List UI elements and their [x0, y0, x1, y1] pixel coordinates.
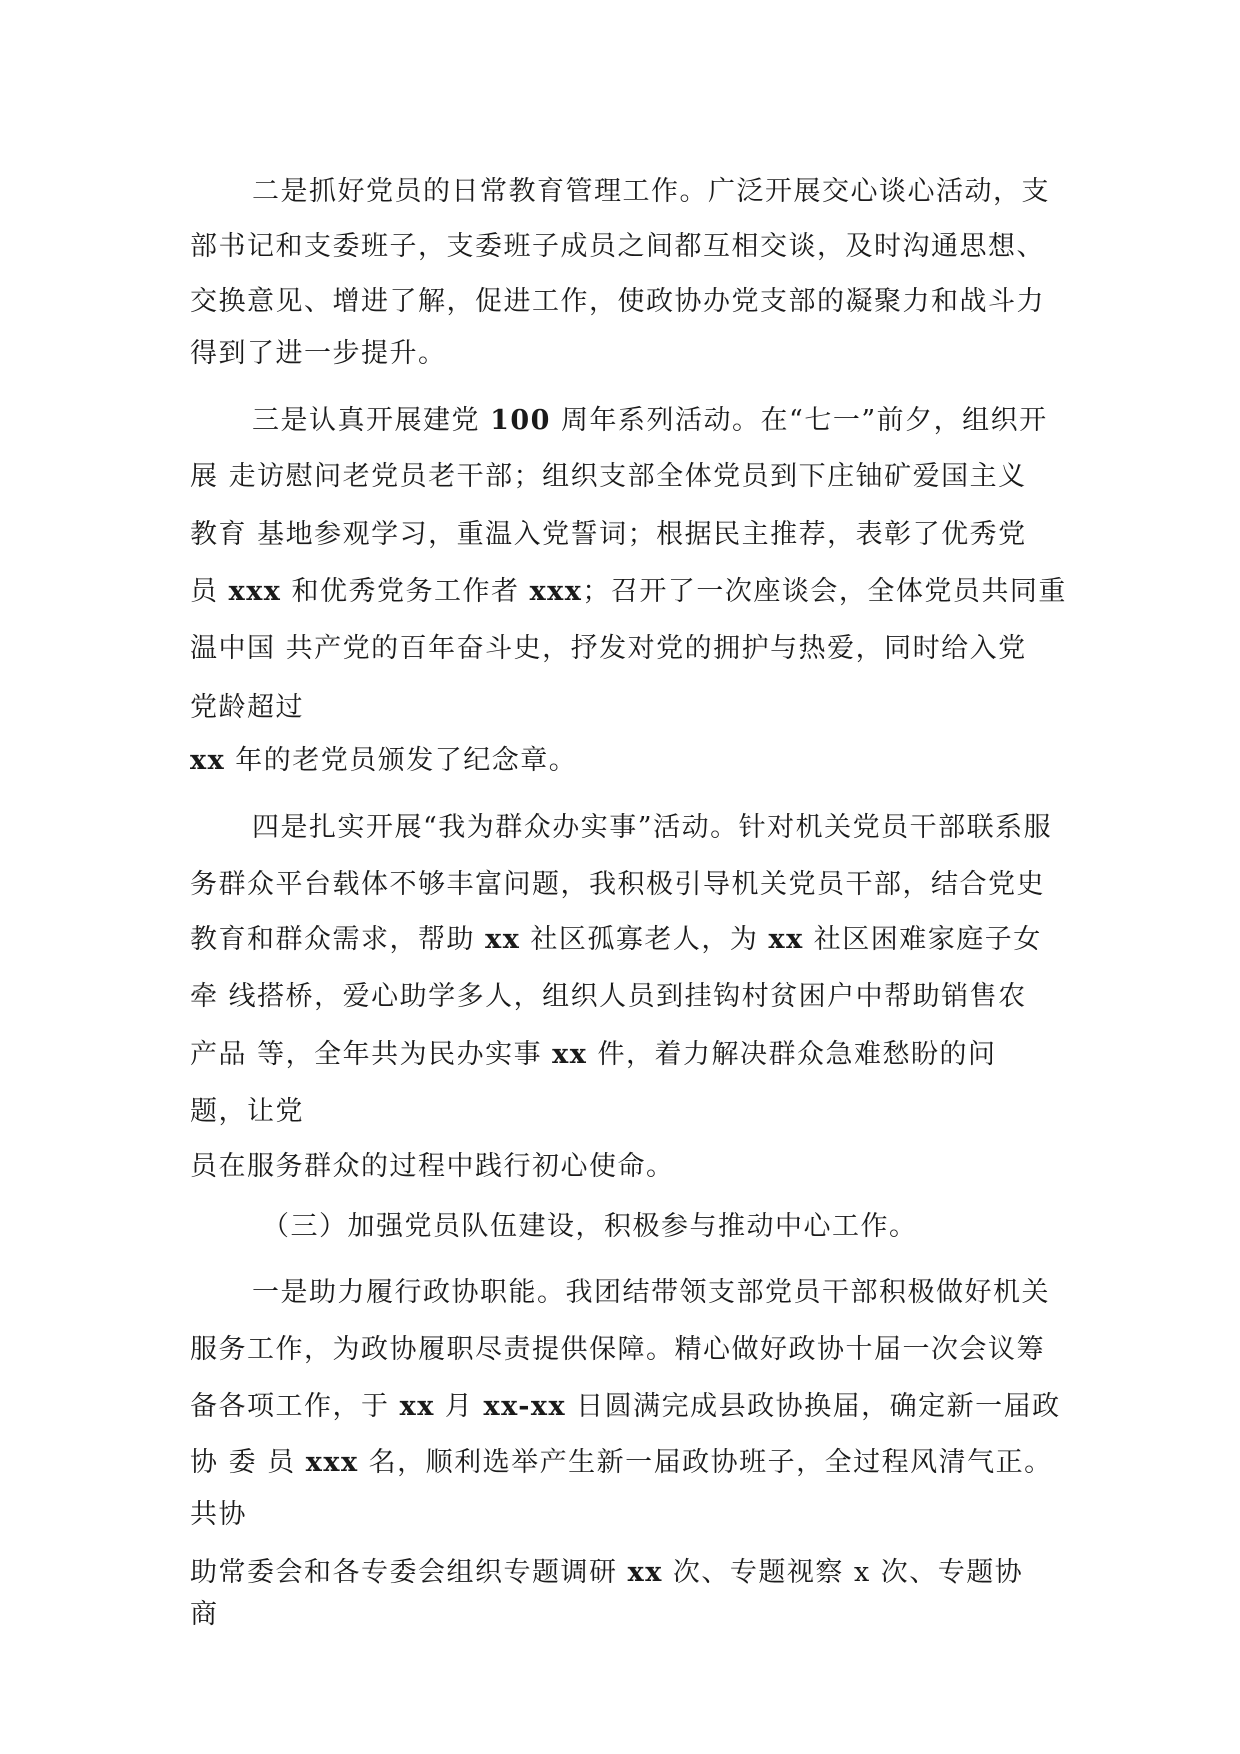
text-line: 牵 线搭桥，爱心助学多人，组织人员到挂钩村贫困户中帮助销售农 — [190, 981, 1027, 1012]
text-line: xx 年的老党员颁发了纪念章。 — [190, 745, 578, 776]
text-line: 交换意见、增进了解，促进工作，使政协办党支部的凝聚力和战斗力 — [190, 286, 1045, 317]
text-line: 展 走访慰问老党员老干部；组织支部全体党员到下庄铀矿爱国主义 — [190, 461, 1027, 492]
text-line: 教育和群众需求，帮助 xx 社区孤寡老人，为 xx 社区困难家庭子女 — [190, 924, 1042, 955]
text-line: 共协 — [190, 1499, 247, 1530]
text-line: 备各项工作，于 xx 月 xx-xx 日圆满完成县政协换届，确定新一届政 — [190, 1391, 1061, 1422]
text-line: 一是助力履行政协职能。我团结带领支部党员干部积极做好机关 — [252, 1277, 1050, 1308]
text-line: 题，让党 — [190, 1096, 304, 1127]
text-line: 二是抓好党员的日常教育管理工作。广泛开展交心谈心活动，支 — [252, 176, 1050, 207]
text-line: 商 — [190, 1599, 219, 1630]
text-line: 四是扎实开展“我为群众办实事”活动。针对机关党员干部联系服 — [252, 812, 1053, 843]
text-line: 协 委 员 xxx 名，顺利选举产生新一届政协班子，全过程风清气正。 — [190, 1447, 1053, 1478]
text-line: 产品 等，全年共为民办实事 xx 件，着力解决群众急难愁盼的问 — [190, 1039, 997, 1070]
text-line: 教育 基地参观学习，重温入党誓词；根据民主推荐，表彰了优秀党 — [190, 519, 1027, 550]
text-line: 服务工作，为政协履职尽责提供保障。精心做好政协十届一次会议筹 — [190, 1334, 1045, 1365]
text-line: 得到了进一步提升。 — [190, 338, 447, 369]
text-line: 员在服务群众的过程中践行初心使命。 — [190, 1151, 675, 1182]
text-line: 党龄超过 — [190, 692, 304, 723]
text-line: 三是认真开展建党 100 周年系列活动。在“七一”前夕，组织开 — [252, 405, 1048, 436]
section-heading: （三）加强党员队伍建设，积极参与推动中心工作。 — [262, 1211, 918, 1242]
text-line: 部书记和支委班子，支委班子成员之间都互相交谈，及时沟通思想、 — [190, 231, 1045, 262]
text-line: 助常委会和各专委会组织专题调研 xx 次、专题视察 x 次、专题协 — [190, 1557, 1024, 1588]
text-line: 务群众平台载体不够丰富问题，我积极引导机关党员干部，结合党史 — [190, 869, 1045, 900]
text-line: 员 xxx 和优秀党务工作者 xxx；召开了一次座谈会，全体党员共同重 — [190, 576, 1067, 607]
text-line: 温中国 共产党的百年奋斗史，抒发对党的拥护与热爱，同时给入党 — [190, 633, 1027, 664]
